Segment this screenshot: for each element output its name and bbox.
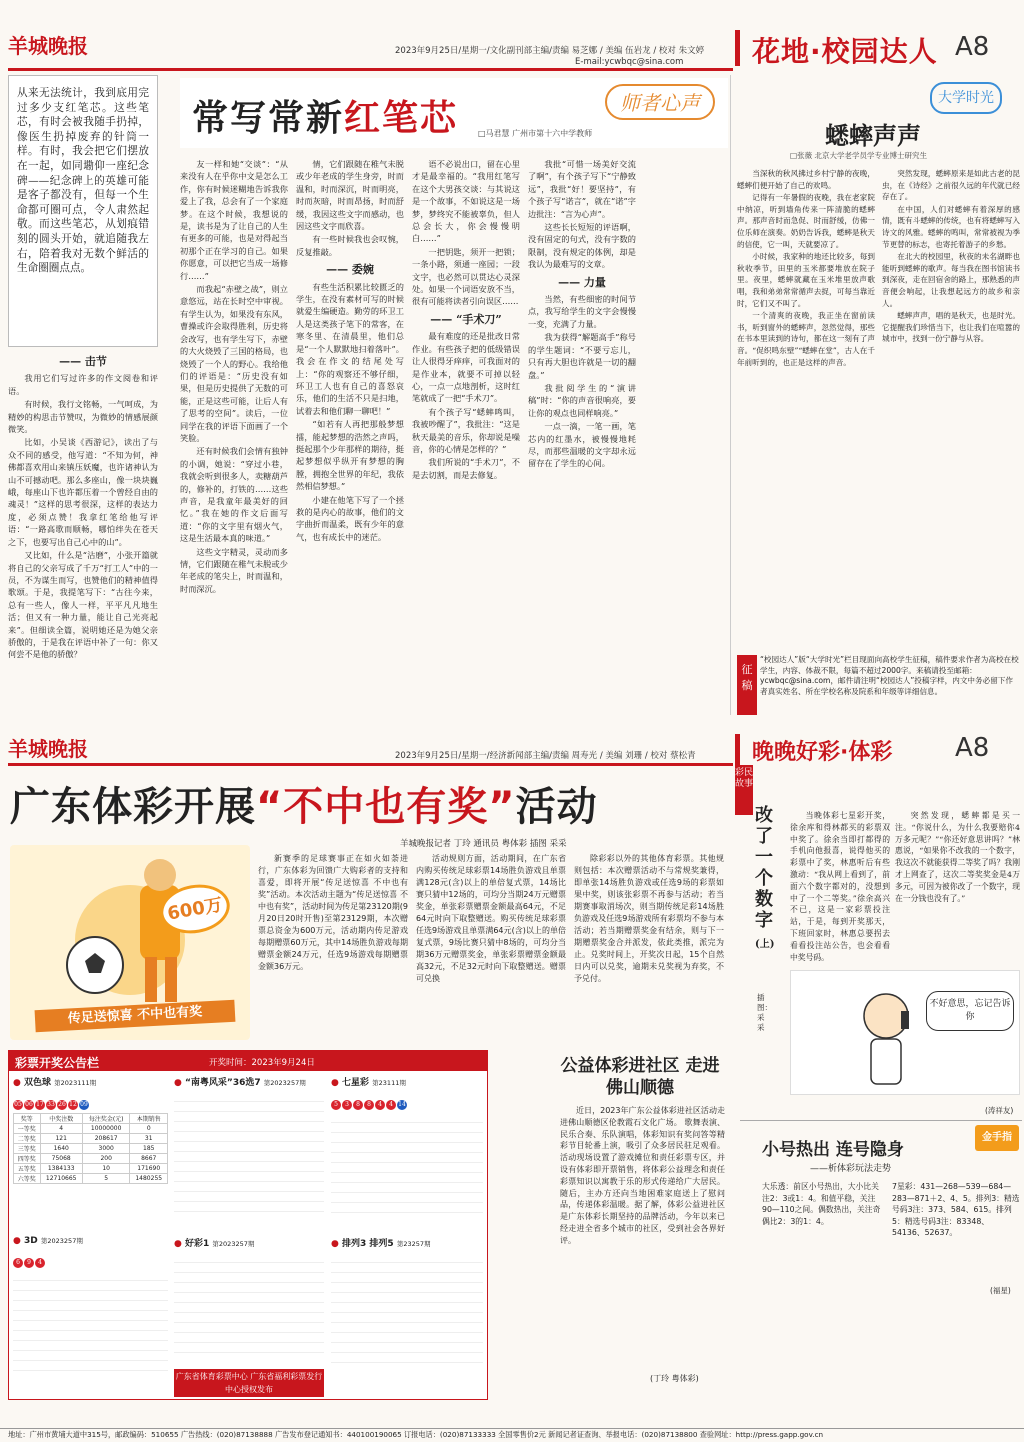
paragraph: 这些文字精灵，灵动而多情，它们跟随在稚气未脱或少年老成的笔尖上，时而温和，时而深沉。 <box>180 546 288 594</box>
hy1-title: ● 好彩1 第2023257期 <box>174 1239 255 1249</box>
blue-ball: 09 <box>80 1101 88 1108</box>
newspaper-logo-2: 羊城晚报 <box>8 737 88 761</box>
page-email: E-mail:ycwbqc@sina.com <box>575 57 684 67</box>
public-welfare-credit: (丁玲 粤体彩) <box>650 1374 699 1383</box>
paragraph: 一个清爽的夜晚，我正坐在窗前读书，听到窗外的蟋蟀声，忽然觉得，那些在书本里读到的诗句，都在这一刻有了声音。“促织鸣东壁”“蟋蟀在堂”，古人在千年前听到的，也正是这样的声音。 <box>737 311 875 367</box>
paragraph: 又比如，什么是“沾磨”，小张开篇就将自己的父亲写成了千万“打工人”中的一员，不为谋生而写，也赞他们的精神值得歌颂。于是，我提笔写下：“古往今来，总有一些人，像人一样，平平凡凡地生活；但又有一种力量，能让自己光亮起来”。但细读全篇，说明她还是为她父亲骄傲的，于是我在评语中补了一句：你又何尝不是他的骄傲？ <box>8 550 158 660</box>
qxc-block <box>331 1075 483 1215</box>
paragraph: 有时候，我行文铭畅，一气呵成，为精妙的构思击节赞叹，为微妙的情感展颜微笑。 <box>8 399 158 435</box>
call-for-papers-note: “校园达人”版“大学时光”栏目现面向高校学生征稿，稿件要求作者为高校在校学生，内容、体裁不限，每篇不超过2000字。来稿请投至邮箱：ycwbqc@sina.com，邮件请注明“校园达人”投稿字样，内文中务必留下作者真实姓名、所在学校名称及院系和年级等详细信息。 <box>760 655 1019 696</box>
footer-rule <box>0 1428 1024 1429</box>
intro-text: 从来无法统计，我到底用完过多少支红笔芯。这些笔芯，有时会被我随手扔掉，像医生扔掉废弃的针筒一样。有时，我会把它们摆放在一起，如同墈仰一座纪念碑——纪念碑上的英雄可能是客子都没有，但每一个生命都可圈可点，令人肃然起敬。而这些笔芯，从划痕错刻的圆头开始，就追随我左右，陪着我对无数个鲜活的生命圈圈点点。 <box>17 87 149 275</box>
paragraph: 我为获得“解题高手”称号的学生题词：“不要亏忘儿，只有再大胆也许就是一切的翻盘。” <box>528 332 636 380</box>
story-column-1 <box>790 810 890 965</box>
college-time-tag: 大学时光 <box>930 82 1002 114</box>
number-ball: 4 <box>375 1100 385 1110</box>
paragraph: 一点一滴，一笔一画，笔芯内的红墨水，被慢慢地耗尽，而那些温暖的文字却永远留存在了学生的心间。 <box>528 421 636 469</box>
paragraph: 新赛季的足球赛事正在如火如荼进行，广东体彩为回馈广大购彩者的支持和喜爱，即将开展“传足送惊喜 不中也有奖”活动。本次活动主题为“传足送惊喜 不中也有奖”，活动时间为传足第23120期(9月20日20时开售)至第23129期，本次赠票总资金为600万元，活动期内传足游戏每期赠票60万元，其中14场胜负游戏每期赠票金额24万元，任选9场游戏每期赠票金额36万元。 <box>258 854 408 971</box>
section-marker-2 <box>735 734 740 766</box>
lottery-story-tag: 彩民故事 <box>735 765 753 815</box>
phone-caller-icon <box>791 971 1021 1096</box>
number-ball: 8 <box>353 1100 363 1110</box>
football-illustration <box>10 845 250 1040</box>
paragraph: 还有时候我们会情有独钟的小调，她说：“穿过小巷，我就会听到很多人，卖糖葫芦的，修补的，打铁的……这些声音，是我童年最美好的回忆。”我在她的作文后面写道：“你的文字里有烟火气，这是生活最本真的味道。” <box>180 446 288 544</box>
lottery-column-1 <box>258 853 408 1048</box>
paragraph: 小时候，我家种的地还比较多，每到秋收季节，田里的玉米都要堆放在院子里。夜里，蟋蟀就藏在玉米堆里放声歌唱，我和弟弟常常循声去捉，可每当靠近时，它们又不叫了。 <box>737 252 875 308</box>
paragraph: 在中国，人们对蟋蟀有着深厚的感情，既有斗蟋蟀的传统，也有将蟋蟀写入诗文的风雅。蟋蟀的鸣叫，常常被视为季节更替的标志，也寄托着游子的乡愁。 <box>882 204 1020 249</box>
page-meta: 2023年9月25日/星期一/文化副刊部主编/责编 易芝娜 / 美编 伍岩龙 / 校对 朱文婷 <box>395 46 705 56</box>
number-ball: 14 <box>398 1101 406 1108</box>
pl-title: ● 排列3 排列5 第23257期 <box>331 1239 431 1249</box>
number-ball: 8 <box>364 1100 374 1110</box>
paragraph: 我用它们写过许多的作文阅卷和评语。 <box>8 373 158 396</box>
paragraph: 蟋蟀声声，唱的是秋天，也是时光。它提醒我们珍惜当下，也让我们在喧嚣的城市中，找到一份宁静与从容。 <box>882 311 1020 344</box>
paragraph: 最有难度的还是批改日常作业。有些孩子把的低级错误让人很得牙痒痒，可我面对的是作业本，就要不可掉以轻心，一点一点地剖析，这时红笔就成了一把“手术刀”。 <box>412 331 520 404</box>
notice-footer: 广东省体育彩票中心 广东省福利彩票发行中心授权发布 <box>174 1369 324 1397</box>
story-illustration <box>790 970 1020 1095</box>
article1-column-5 <box>528 158 636 718</box>
paragraph: 我们所说的“手术刀”，不是去切割，而是去修复。 <box>412 457 520 480</box>
paragraph: 当深秋的秋风拂过乡村宁静的夜晚，蟋蟀们便开始了自己的欢鸣。 <box>737 169 875 190</box>
red-ball: 06 <box>25 1101 33 1108</box>
newspaper-logo: 羊城晚报 <box>8 34 88 58</box>
paragraph: 近日，2023年广东公益体彩进社区活动走进佛山顺德区伦教霞石文化广场。 歌舞表演、民乐合奏、乐队演唱，体彩知识有奖问答等精彩节目轮番上演，吸引了众多居民驻足观看。活动现场设置了游戏摊位和责任彩票专区，并设有体彩即开票销售，将体彩公益理念和责任彩票知识以寓教于乐的形式传递给广大居民。随后，主办方还向当地困难家庭送上了慰问品，传递体彩温暖。据了解，体彩公益进社区是广东体彩长期坚持的品牌活动，今年以来已经走进全省多个城市的社区，受到社会各界好评。 <box>560 1106 725 1245</box>
story-title: 改了一个数字(上) <box>755 805 775 950</box>
bottom-page <box>0 725 1024 1425</box>
article1-column-3 <box>296 158 404 718</box>
lottery-column-3 <box>574 853 724 1048</box>
hy1-block <box>174 1236 324 1356</box>
number-ball: 4 <box>35 1258 45 1268</box>
article1-byline: □马君慧 广州市第十六中学教师 <box>478 129 593 138</box>
red-ball: 17 <box>36 1101 44 1108</box>
article1-title: 常写常新红笔芯 <box>192 97 459 139</box>
pl-block <box>331 1236 483 1366</box>
article2-byline: □张薇 北京大学老学员学专业博士研究生 <box>790 151 927 160</box>
paragraph: 突然发现，蟋蟀都是买一注。“你说什么，为什么我要赔你4万多元呢？”“你还好意思讲吗？”林惠说，“如果你不改我的一个数字，我这次不就能获得二等奖了吗？我刚才上网查了，这次二等奖奖金是4万多元，可因为被你改了一个数字，现在一分钱也没有了。” <box>895 811 1020 903</box>
story-column-2 <box>895 810 1020 970</box>
subheading-liliang: —— 力量 <box>558 275 606 289</box>
hy1-table-lines <box>174 1253 324 1353</box>
nfc36-table-lines <box>174 1092 324 1212</box>
number-ball: 5 <box>331 1100 341 1110</box>
red-ball: 05 <box>14 1101 22 1108</box>
small-col-1: 大乐透：前区小号热出，大小比关注2：3或1：4。和值平稳，关注90—110之间。偶数热出，关注奇偶比2：3的1：4。 <box>762 1182 881 1226</box>
paragraph: 有一些时候我也会叹惋，反复推敲。 <box>296 234 404 257</box>
article2-title: 蟋蟀声声 <box>825 121 921 150</box>
paragraph: 突然发现，蟋蟀原来是如此古老的昆虫，在《诗经》之前很久远的年代就已经存在了。 <box>882 169 1020 202</box>
paragraph: 友一样和她“交谈”：“从来没有人在乎你中文是怎么工作，你有时候迷糊地告诉我你爱上了我，总会有了一个家庭梦。在这个时候，我想说的是，读书是为了让自己的人生有更多的可能，也是对得起当初那个正在学习的自己。如果你愿意，可以把它当成一场修行……” <box>180 159 288 281</box>
paragraph: 有些生活积累比较匮乏的学生，在没有素材可写的时候就爱生编硬造。勤劳的环卫工人是这类孩子笔下的常客，在寒冬里、在清晨里，他们总是“一个人默默地扫着落叶”。我会在作文的结尾处写上：“你的观察还不够仔细，环卫工人也有自己的喜怒哀乐，他们的生活不只是扫地，试着去和他们聊一聊吧！” <box>296 281 404 416</box>
number-ball: 3 <box>342 1100 352 1110</box>
lottery-headline: 广东体彩开展“不中也有奖”活动 <box>10 784 598 830</box>
small-col-2: 7星彩：431—268—539—684—283—871＋2、4、5。排列3：精选号码3注：373、584、615。排列5：精选号码3注：83348、54136、52637。 <box>892 1182 1020 1237</box>
teacher-voice-tag: 师者心声 <box>605 84 715 120</box>
section-marker <box>735 30 740 66</box>
subheading-jijie: —— 击节 <box>59 355 107 368</box>
paragraph: 当然，有些细密的时间节点，我写给学生的文字会慢慢一变，充满了力量。 <box>528 294 636 329</box>
nfc36-title: ● “南粤风采”36选7 第2023257期 <box>174 1078 306 1088</box>
lottery-notice-board <box>8 1050 488 1400</box>
paragraph: 小建在他笔下写了一个拯救的是内心的故事，他们的文字曲折而温柔，既有少年的意气，也有成长中的迷茫。 <box>296 494 404 542</box>
number-ball: 4 <box>386 1100 396 1110</box>
golden-finger-tag: 金手指 <box>975 1125 1019 1151</box>
qxc-table-lines <box>331 1113 483 1218</box>
subheading-shoushudao: —— “手术刀” <box>430 312 502 326</box>
small-credit: (福星) <box>990 1286 1011 1295</box>
paragraph: 我批阅学生的“演讲稿”时：“你的声音很响亮，要让你的观点也同样响亮。” <box>528 382 636 418</box>
page-number: A8 <box>955 32 990 62</box>
pl-table-lines <box>331 1253 483 1365</box>
public-welfare-body <box>560 1105 725 1365</box>
article1-title-block <box>180 78 728 148</box>
subheading-weiwan: —— 委婉 <box>326 263 374 277</box>
public-welfare-title: 公益体彩进社区 走进佛山顺德 <box>560 1056 720 1098</box>
fc3d-block <box>13 1236 168 1376</box>
ssq-table: 奖等 中奖注数 每注奖金(元) 本期销售 一等奖 4 10000000 0 二等奖 121 208617 31 三等奖 1640 3000 185 四等奖 75068 200 8667 五等奖 1384133 10 171690 六等奖 12710665 5 1480255 <box>13 1113 168 1184</box>
page-footer: 地址：广州市黄埔大道中315号，邮政编码：510655 广告热线：(020)87138888 广告发布登记通知书：440100190065 订报电话：(020)87133333 全国零售价2元 新闻记者证查询、举报电话：(020)87138800 查验网址：http://press.gapp.gov.cn <box>8 1430 824 1439</box>
paragraph: 记得有一年暑假的夜晚，我在老家院中纳凉，听到墙角传来一阵清脆的蟋蟀声。那声音时而急促、时而舒缓，仿佛一位乐师在演奏。奶奶告诉我，蟋蟀是秋天的信使，它一叫，天就要凉了。 <box>737 193 875 249</box>
fc3d-balls <box>13 1249 168 1268</box>
prize-badge: 600万 <box>156 879 233 938</box>
article1-column-4 <box>412 158 520 718</box>
ssq-block <box>13 1075 168 1230</box>
article2-column-1 <box>737 168 875 648</box>
paragraph: 当晚体彩七星彩开奖，徐余库和得林都买的彩票双中奖了。徐余当即打都得的手机向他报喜，说得他买的彩票中了奖，林惠听后有些激动：“我从网上看到了，前面六个数字都对的，没想到中了一个二等奖。”徐余高兴不已，这是一家彩票投注站，于是，每到开奖那天，下班回家时，林惠总要拐去看看投注站公告，也会看看中奖号码。 <box>790 811 890 962</box>
number-ball: 9 <box>24 1258 34 1268</box>
small-title: 小号热出 连号隐身 <box>762 1140 904 1160</box>
red-ball: 26 <box>58 1101 66 1108</box>
article1-column-2 <box>180 158 288 718</box>
header-rule-2 <box>8 763 733 766</box>
ssq-balls <box>13 1091 168 1110</box>
paragraph: 除彩彩以外的其他体育彩票。其他规则包括：本次赠票活动不与常规奖兼得，即单张14场胜负游戏或任选9场的彩票如果中奖，则该张彩票不再参与活动；若当期赛事取消场次，则当期传统足彩14场胜负游戏及任选9场游戏所有彩票均不参与本活动；若当期赠票奖金有结余，则与下一期赠票奖金合并派发，依此类推，派完为止。兑奖时间上，开奖次日起，15个自然日内可以兑奖，逾期未兑奖视为弃奖，不予兑付。 <box>574 854 724 983</box>
article2-column-2 <box>882 168 1020 648</box>
speech-bubble: 不好意思，忘记告诉你 <box>926 991 1014 1031</box>
qxc-balls <box>331 1091 483 1110</box>
lottery-column-2 <box>416 853 566 1048</box>
call-for-papers-tag: 征稿 <box>737 655 757 715</box>
section-title: 花地·校园达人 <box>752 35 938 68</box>
column-divider <box>730 75 731 715</box>
promo-banner: 传足送惊喜 不中也有奖 <box>35 1000 236 1032</box>
paragraph: 而我起“赤壁之战”，则立意悠远，站在长时空中审视。有学生认为，如果没有东风，曹操或许会取得胜利，历史将会改写，也有学生写下，赤壁的大火烧毁了三国的格局，也烧毁了一个人的野心。我给他们的评语是：“历史没有如果，但是历史提供了无数的可能，正是这些可能，让后人有了思考的空间”。读后，一位同学在我的评语下面画了一个笑脸。 <box>180 284 288 443</box>
small-subtitle: ——析体彩玩法走势 <box>810 1164 892 1174</box>
red-ball: 12 <box>69 1101 77 1108</box>
paragraph: 活动规则方面，活动期间，在广东省内购买传统足球彩票14场胜负游戏且单票满128元(含)以上的单倍复式票，14场比赛只猜中12场的，可均分当期24万元赠票奖金，单张彩票赠票金额最高64元，不足64元时向下取整赠送。购买传统足球彩票任选9场游戏且单票满64元(含)以上的单倍复式票，9场比赛只猜中8场的，可均分当期36万元赠票奖金，单张彩票赠票金额最高32元，不足32元时向下取整赠送。赠票可兑换 <box>416 854 566 983</box>
article1-column-1 <box>8 350 158 715</box>
paragraph: 情，它们跟随在稚气未脱或少年老成的学生身旁，时而温和，时而深沉，时而明亮，时而灰暗，时而昂扬，时而舒缓，我因这些文字而感动，也因这些文字而欣喜。 <box>296 159 404 232</box>
notice-date: 开奖时间：2023年9月24日 <box>209 1058 315 1068</box>
lottery-byline: 羊城晚报记者 丁玲 通讯员 粤体彩 插图 采采 <box>400 839 567 849</box>
paragraph: 语不必说出口，留在心里才是最幸福的。“我用红笔写在这个大男孩交谈：与其说这是一个故事，不如说这是一场梦，梦终究不能被辜负，但人总会长大，你会慢慢明白……” <box>412 159 520 244</box>
paragraph: “如若有人再把那般梦想擂，能起梦想的浩然之声吗，挺起那个少年那样的期待，挺起梦想似乎纵开有梦想的胸膛，拥抱全世界的年纪，我依然相信梦想。” <box>296 419 404 492</box>
paragraph: 有个孩子写“蟋蟀鸣叫，我被吵醒了”，我批注：“这是秋天最美的音乐，你却说是噪音，你的心情是怎样的？” <box>412 406 520 454</box>
paragraph: 我批“可惜一场美好交流了啊”，有个孩子写下“宁静致远”，我批“好！要坚持”，有个孩子写“诺言”，就在“诺”字边批注：“言为心声”。 <box>528 159 636 219</box>
intro-box <box>8 75 158 347</box>
ssq-title: ● 双色球 第2023111期 <box>13 1078 97 1088</box>
story-credit: (涛祥友) <box>985 1106 1014 1115</box>
notice-title: 彩票开奖公告栏 <box>15 1056 100 1070</box>
number-ball: 6 <box>13 1258 23 1268</box>
paragraph: 一把钥匙，须开一把锁；一条小路，须通一座园；一段文字，也必然可以贯达心灵深处。如果一个词语安放不当，很有可能将读者引向误区…… <box>412 246 520 307</box>
section-title-2: 晚晚好彩·体彩 <box>752 740 893 765</box>
paragraph: 比如，小吴谈《西游记》，读出了与众不同的感受，他写道：“不知为何，神佛都喜欢用山来镇压妖魔，也许诸神认为山不可撼动吧。那么多座山，像一块块巍峨，每座山下也许都压着一个曾经自由的魂灵！”这样的思考很深，这样的表达力度，必须点赞！我拿红笔给他写评语：“一路高歌而顺畅，哪怕绊失在苍天之下，也要写出自己心中的山”。 <box>8 437 158 547</box>
fc3d-title: ● 3D 第2023257期 <box>13 1236 83 1246</box>
qxc-title: ● 七星彩 第23111期 <box>331 1078 406 1088</box>
fc3d-table-lines <box>13 1271 168 1379</box>
red-ball: 33 <box>47 1101 55 1108</box>
page-meta-2: 2023年9月25日/星期一/经济新闻部主编/责编 周寿光 / 美编 刘珊 / 校对 蔡松青 <box>395 751 696 761</box>
paragraph: 在北大的校园里，秋夜的未名湖畔也能听到蟋蟀的歌声。每当我在图书馆读书到深夜，走在回宿舍的路上，那熟悉的声音便会响起，让我想起远方的故乡和亲人。 <box>882 252 1020 308</box>
illustration-credit: 插图：采采 <box>757 993 772 1032</box>
small-divider <box>740 1120 1022 1121</box>
header-rule <box>8 68 733 71</box>
paragraph: 这些长长短短的评语啊，没有固定的句式，没有字数的限制，没有规定的体例，却是我认为最难写的文章。 <box>528 222 636 270</box>
page-number-2: A8 <box>955 733 990 763</box>
nfc36-block <box>174 1075 324 1215</box>
